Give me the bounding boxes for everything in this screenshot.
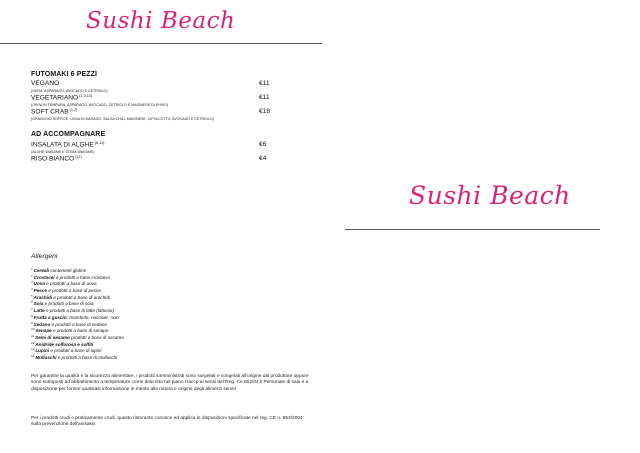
item-allergen-codes: (1,2) — [69, 108, 78, 112]
right-cover-page — [320, 0, 640, 453]
allergen-item — [31, 266, 124, 273]
allergen-text: e prodotti a base di lupini — [50, 348, 102, 354]
allergen-number: 4 — [31, 287, 33, 292]
menu-item-name — [31, 80, 59, 87]
menu-item-desc: (ALGHE WAKAME E GOMA WAKAME) — [31, 149, 95, 154]
allergen-name: Cereali — [33, 268, 49, 273]
allergen-number: 2 — [31, 273, 33, 278]
allergen-text: contenenti glutine — [50, 268, 87, 273]
menu-item-desc: (OKRA IN TEMPURA, ASPARAGO, AVOCADO, CETRIOLO E MAIONESE DI SHISO) — [31, 102, 169, 107]
allergen-item — [31, 313, 124, 320]
allergen-name: Senape — [35, 328, 52, 334]
allergen-item — [31, 273, 124, 280]
allergen-name: Sedano — [33, 321, 51, 327]
menu-item-name — [31, 141, 104, 149]
allergen-name: Latte — [33, 308, 45, 314]
allergen-number: 7 — [31, 307, 33, 312]
allergen-name: Uova — [33, 281, 45, 287]
allergen-item — [31, 299, 124, 306]
allergen-text: e prodotti a base di senape — [52, 328, 109, 334]
allergen-text: e prodotti a base di soia — [44, 301, 94, 307]
menu-item-name — [31, 155, 82, 163]
left-logo: Sushi Beach — [86, 8, 236, 34]
allergen-text: e prodotti a base di arachidi — [53, 294, 110, 300]
allergen-number: 11 — [31, 333, 35, 338]
allergen-name: Frutta a guscio: — [33, 314, 69, 320]
allergen-item — [31, 279, 124, 286]
allergen-name: Semi di sesamo — [35, 334, 70, 340]
menu-item-price: €11 — [259, 94, 270, 101]
allergen-number: 3 — [31, 280, 33, 285]
allergen-text: e prodotti a base di sedano — [51, 321, 107, 327]
allergen-item — [31, 353, 124, 360]
allergen-number: 5 — [31, 293, 33, 298]
menu-item-price: €11 — [259, 80, 270, 87]
allergen-text: e prodotti a base crostacei — [55, 274, 110, 280]
item-name-soft-crab: SOFT CRAB — [31, 108, 69, 116]
menu-item-price: €6 — [259, 141, 267, 148]
item-name-vegano: VEGANO — [31, 80, 60, 87]
allergen-name: Soia — [33, 301, 44, 307]
allergen-text: e prodotti a base di pesce — [48, 288, 101, 294]
item-name-insalata-alghe: INSALATA DI ALGHE — [31, 141, 94, 149]
allergen-number: 9 — [31, 320, 33, 325]
allergens-heading: Allergeni — [31, 253, 58, 260]
allergen-name: Pesce — [33, 288, 47, 294]
allergen-item — [31, 340, 124, 347]
allergen-item — [31, 286, 124, 293]
menu-item-desc: (OKRA, ASPARAGO, AVOCADO E CETRIOLO) — [31, 88, 108, 93]
menu-item-price: €4 — [259, 155, 267, 162]
item-allergen-codes: (11) — [75, 155, 82, 159]
right-logo: Sushi Beach — [409, 181, 571, 210]
menu-item-price: €18 — [259, 108, 271, 115]
left-header-rule — [0, 43, 322, 44]
allergen-number: 6 — [31, 300, 33, 305]
allergen-text: e prodotti a base di molluschi — [57, 354, 118, 360]
food-safety-note: Per garantire la qualità e la sicurezza alimentare, i prodotti somministrati sono surgelati e congelati all'origine dal produttore oppure sono sottoposti ad abbattimento a temperature come descritto nel piano Haccp ai sensi del Reg. Ce 852/04.ll Personale di sala è a disposizione per fornire qualsiasi informazione in merito alla natura e origine degli alimenti serviti — [31, 374, 309, 392]
allergen-number: 10 — [31, 327, 35, 332]
item-allergen-codes: (1,3,10) — [79, 94, 93, 98]
allergen-number: 13 — [31, 347, 35, 352]
allergen-item — [31, 320, 124, 327]
allergen-item — [31, 346, 124, 353]
item-name-vegetariano: VEGETARIANO — [31, 94, 79, 102]
anisakis-note: Per i prodotti crudi o praticamente crudi, questo ristorante conosce ed applica le disposizioni specificate nel reg. CE n. 853/2004 sulla prevenzione dell'anisakis — [31, 416, 303, 428]
allergen-number: 14 — [31, 353, 35, 358]
allergen-text: e prodotti a base di uova — [46, 281, 97, 287]
right-header-rule — [345, 229, 600, 230]
allergen-text: mandorle, nocciole, noci — [69, 314, 119, 320]
allergen-name: Lupini — [35, 348, 50, 354]
allergen-number: 8 — [31, 313, 33, 318]
item-allergen-codes: (6,11) — [94, 141, 105, 145]
allergen-text: prodotti a base di sesamo — [71, 334, 124, 340]
allergen-number: 1 — [31, 267, 33, 271]
allergen-number: 12 — [31, 340, 35, 345]
section-title-accompagnare: AD ACCOMPAGNARE — [31, 131, 106, 138]
allergen-name: Arachidi — [33, 294, 53, 300]
allergen-item — [31, 333, 124, 340]
allergen-name: Crostacei — [33, 274, 55, 280]
allergen-item — [31, 326, 124, 333]
item-name-riso-bianco: RISO BIANCO — [31, 155, 75, 163]
allergen-name: Anidride solforosa e solfiti — [35, 341, 94, 347]
allergen-name: Molluschi — [35, 354, 57, 360]
menu-item-desc: (GRANCHIO SOFFICE, UOVA DI MASAGO, SALSA CHILI, MAIONESE, CIPOLLOTTO, AVOCADO E CETRIOLO) — [31, 116, 214, 121]
menu-item-name — [31, 94, 92, 102]
allergen-text: e prodotti a base di latte (lattosio) — [45, 308, 114, 314]
allergen-item — [31, 293, 124, 300]
menu-item-name — [31, 108, 77, 116]
allergens-list — [31, 266, 124, 360]
allergen-item — [31, 306, 124, 313]
section-title-futomaki: FUTOMAKI 6 PEZZI — [31, 71, 98, 78]
